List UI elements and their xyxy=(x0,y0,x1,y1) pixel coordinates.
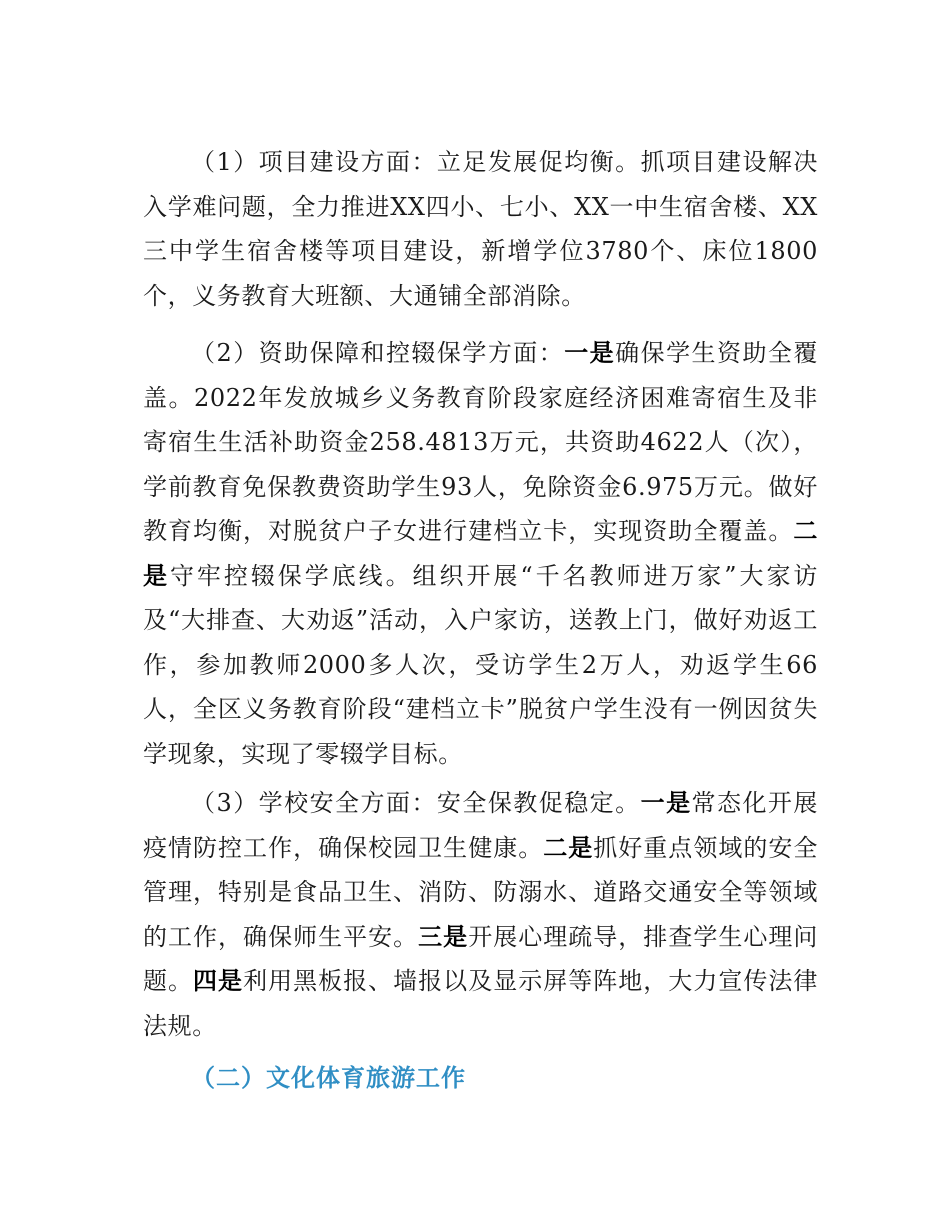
paragraph-funding-dropout xyxy=(143,331,818,776)
text-segment: 开展心理疏导，排查学生心理问题。 xyxy=(143,922,818,995)
text-segment: 常态化开展疫情防控工作，确保校园卫生健康。 xyxy=(143,789,818,862)
text-segment: 守牢控辍保学底线。组织开展“千名教师进万家”大家访及“大排查、大劝返”活动，入户家访，送教上门，做好劝返工作，参加教师2000多人次，受访学生2万人，劝返学生66人，全区义务教育阶段“建档立卡”脱贫户学生没有一例因贫失学现象，实现了零辍学目标。 xyxy=(143,561,818,768)
text-segment: （2）资助保障和控辍保学方面： xyxy=(191,339,565,367)
text-segment: 抓好重点领域的安全管理，特别是食品卫生、消防、防溺水、道路交通安全等领域的工作，确保师生平安。 xyxy=(143,833,818,951)
text-segment: （3）学校安全方面：安全保教促稳定。 xyxy=(191,789,641,817)
text-segment: （1）项目建设方面：立足发展促均衡。抓项目建设解决入学难问题，全力推进XX四小、七小、XX一中生宿舍楼、XX三中学生宿舍楼等项目建设，新增学位3780个、床位1800个，义务教育大班额、大通铺全部消除。 xyxy=(143,148,818,310)
bold-marker: 二是 xyxy=(143,517,818,590)
bold-marker: 二是 xyxy=(543,833,594,862)
text-segment: 利用黑板报、墙报以及显示屏等阵地，大力宣传法律法规。 xyxy=(143,967,818,1040)
bold-marker: 三是 xyxy=(418,922,469,951)
bold-marker: 四是 xyxy=(193,967,244,995)
paragraph-project-construction xyxy=(143,140,818,318)
bold-marker: 一是 xyxy=(564,339,616,367)
paragraph-school-safety xyxy=(143,781,818,1048)
bold-marker: 一是 xyxy=(640,789,692,817)
section-heading: （二）文化体育旅游工作 xyxy=(191,1064,466,1092)
text-segment: 确保学生资助全覆盖。2022年发放城乡义务教育阶段家庭经济困难寄宿生及非寄宿生生活补助资金258.4813万元，共资助4622人（次），学前教育免保教费资助学生93人，免除资金6.975万元。做好教育均衡，对脱贫户子女进行建档立卡，实现资助全覆盖。 xyxy=(143,339,818,545)
